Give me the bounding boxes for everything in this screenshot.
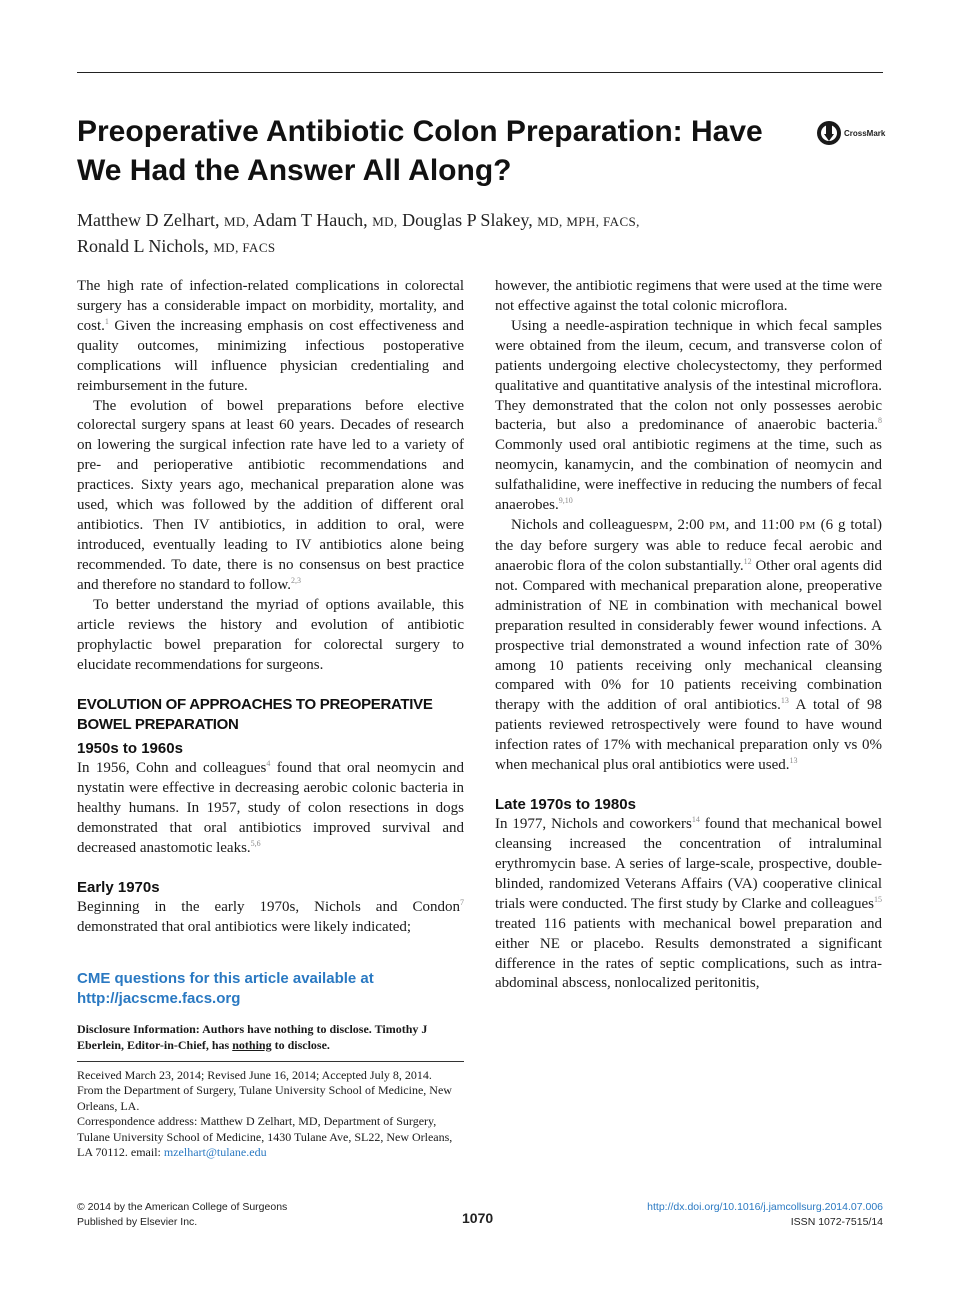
author-name: Matthew D Zelhart, bbox=[77, 210, 220, 230]
crossmark-label: CrossMark bbox=[844, 128, 886, 138]
cme-notice bbox=[77, 969, 464, 1009]
author-name: Douglas P Slakey, bbox=[402, 210, 533, 230]
author-degrees: MD, FACS bbox=[213, 240, 276, 255]
citation-ref[interactable]: 15 bbox=[874, 894, 882, 904]
subsection-heading-early-1970s: Early 1970s bbox=[77, 879, 160, 897]
citation-ref[interactable]: 2,3 bbox=[290, 575, 301, 585]
citation-ref[interactable]: 13 bbox=[789, 756, 798, 766]
paragraph-nichols-colleagues: Nichols and colleaguesPM, 2:00 PM, and 11:00 PM (6 g total) the day before surgery was able to reduce fecal aerobic and anaerobic flora of the colon substantially.$^{12}$ Other oral agents did not. Compared with mechanical preparation alone, preoperative administration of NE in combination with mechanical bowel preparation resulted in considerably fewer wound infections. A prospective trial demonstrated a wound infection rate of 30% among 10 patients receiving only mechanical cleansing compared with 0% for 10 patients receiving combination therapy with the addition of oral antibiotics.$^{13}$ A total of 98 patients reviewed retrospectively were found to have wound infection rates of 17% with mechanical preparation only vs 0% when mechanical plus oral antibiotics were used.$^{13}$ bbox=[495, 517, 882, 774]
affiliation: From the Department of Surgery, Tulane University School of Medicine, New Orleans, LA. bbox=[77, 1083, 452, 1113]
left-column bbox=[77, 277, 464, 1161]
author-name: Adam T Hauch, bbox=[252, 210, 368, 230]
author-name: Ronald L Nichols, bbox=[77, 236, 209, 256]
paragraph-early-1970s: Beginning in the early 1970s, Nichols and Condon$^7$ demonstrated that oral antibiotics were likely indicated; bbox=[77, 898, 464, 935]
paragraph-continued: however, the antibiotic regimens that were used at the time were not effective against the total colonic microflora. bbox=[495, 278, 882, 314]
citation-ref[interactable]: 1 bbox=[104, 316, 109, 326]
crossmark-badge[interactable] bbox=[816, 120, 885, 146]
page-number: 1070 bbox=[462, 1210, 494, 1226]
citation-ref[interactable]: 12 bbox=[743, 556, 752, 566]
citation-ref[interactable]: 5,6 bbox=[250, 839, 261, 849]
subsection-heading-late-1970s: Late 1970s to 1980s bbox=[495, 796, 636, 814]
cme-text: CME questions for this article available at bbox=[77, 969, 374, 987]
cme-link[interactable]: http://jacscme.facs.org bbox=[77, 989, 241, 1007]
citation-ref[interactable]: 9,10 bbox=[558, 496, 573, 506]
citation-ref[interactable]: 7 bbox=[460, 898, 464, 908]
author-degrees: MD, bbox=[223, 214, 250, 229]
citation-ref[interactable]: 14 bbox=[691, 815, 700, 825]
copyright: © 2014 by the American College of Surgeons bbox=[77, 1201, 288, 1213]
author-list bbox=[77, 208, 797, 260]
disclosure-info: Disclosure Information: Authors have nothing to disclose. Timothy J Eberlein, Editor-in-Chief, has nothing to disclose. bbox=[77, 1021, 428, 1052]
intro-paragraph-2: The evolution of bowel preparations before elective colorectal surgery spans at least 60 years. Decades of research on lowering the surgical infection rate have led to a variety of pre- and perioperative antibiotic recommendations and practices. Sixty years ago, mechanical preparation alone was used, which was followed by the addition of different oral antibiotics. Then IV antibiotics, in addition to oral, were introduced, eventually leading to IV antibiotics alone being recommended. To date, there is no consensus on best practice and therefore no standard to follow.$^{2,3}$ bbox=[77, 397, 464, 593]
doi-link[interactable]: http://dx.doi.org/10.1016/j.jamcollsurg.2014.07.006 bbox=[647, 1201, 883, 1213]
subsection-heading-1950s: 1950s to 1960s bbox=[77, 740, 183, 758]
citation-ref[interactable]: 4 bbox=[266, 759, 271, 769]
citation-ref[interactable]: 13 bbox=[780, 696, 789, 706]
correspondence: Correspondence address: Matthew D Zelhart, MD, Department of Surgery, Tulane University School of Medicine, 1430 Tulane Ave, SL22, New Orleans, LA 70112. email: mzelhart@tulane.edu bbox=[77, 1114, 453, 1160]
issn: ISSN 1072-7515/14 bbox=[790, 1216, 883, 1228]
author-degrees: MD, MPH, FACS, bbox=[537, 214, 640, 229]
top-rule bbox=[77, 72, 883, 73]
author-degrees: MD, bbox=[372, 214, 398, 229]
article-title: Preoperative Antibiotic Colon Preparation: Have We Had the Answer All Along? bbox=[77, 115, 763, 187]
page-footer bbox=[77, 1200, 883, 1234]
citation-ref[interactable]: 8 bbox=[878, 416, 882, 426]
article-meta bbox=[77, 1068, 464, 1161]
disclosure-divider bbox=[77, 1061, 464, 1062]
paragraph-late-1970s: In 1977, Nichols and coworkers$^{14}$ found that mechanical bowel cleansing increased the concentration of intraluminal erythromycin base. A series of large-scale, prospective, double-blinded, randomized Veterans Affairs (VA) cooperative clinical trials were conducted. The first study by Clarke and colleagues$^{15}$ treated 116 patients with mechanical bowel preparation and either NE or placebo. Results demonstrated a significant difference in the rates of septic complications, such as intra-abdominal abscess, nonlocalized peritonitis, bbox=[495, 815, 883, 992]
section-heading: EVOLUTION OF APPROACHES TO PREOPERATIVE BOWEL PREPARATION bbox=[77, 696, 433, 734]
paragraph-1950s: In 1956, Cohn and colleagues$^4$ found that oral neomycin and nystatin were effective in decreasing aerobic colonic bacteria in healthy humans. In 1957, study of colon resections in dogs demonstrated that oral antibiotics improved survival and decreased anastomotic leaks.$^{5,6}$ bbox=[77, 759, 464, 857]
publisher: Published by Elsevier Inc. bbox=[77, 1216, 198, 1228]
email-link[interactable]: mzelhart@tulane.edu bbox=[163, 1145, 267, 1160]
intro-paragraph-3: To better understand the myriad of options available, this article reviews the history and evolution of antibiotic prophylactic bowel preparation for colorectal surgery to elucidate recommendations for surgeons. bbox=[77, 596, 464, 673]
right-column bbox=[495, 277, 882, 994]
intro-paragraph-1: The high rate of infection-related complications in colorectal surgery has a considerable impact on morbidity, mortality, and cost.$^1$ Given the increasing emphasis on cost effectiveness and quality outcomes, minimizing infectious postoperative complications will influence physician credentialing and reimbursement in the future. bbox=[77, 278, 464, 394]
paragraph-needle-aspiration: Using a needle-aspiration technique in which fecal samples were obtained from the ileum, cecum, and transverse colon of patients undergoing elective cholecystectomy, they performed qualitative and quantitative analysis of the intestinal microflora. They demonstrated that the colon not only possesses aerobic bacteria, but also a predominance of anaerobic bacteria.$^8$ Commonly used oral antibiotic regimens at the time, such as neomycin, kanamycin, and the combination of neomycin and sulfathalidine, were ineffective in reducing the numbers of fecal anaerobes.$^{9,10}$ bbox=[495, 317, 882, 514]
crossmark-icon bbox=[816, 120, 842, 146]
received-dates: Received March 23, 2014; Revised June 16, 2014; Accepted July 8, 2014. bbox=[77, 1067, 432, 1082]
